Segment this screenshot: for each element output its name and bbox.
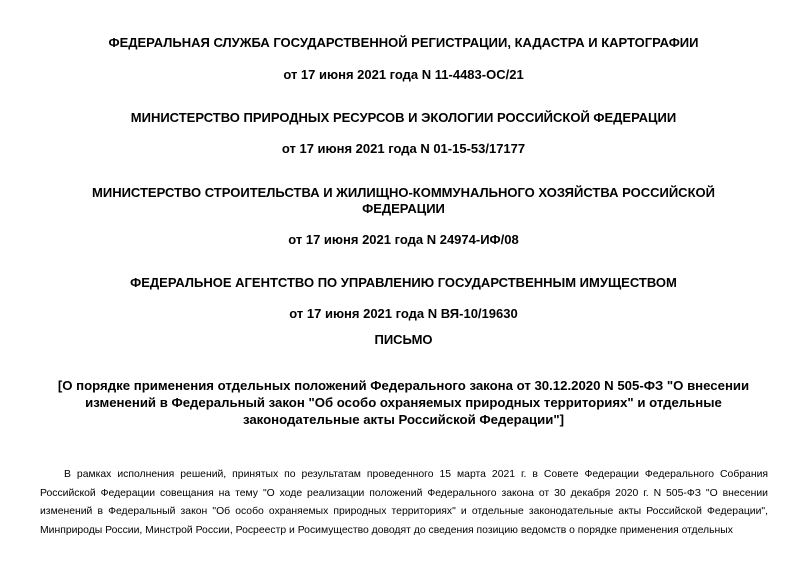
document-type: ПИСЬМО xyxy=(374,332,433,347)
body-paragraph: В рамках исполнения решений, принятых по результатам проведенного 15 марта 2021 г. в Совете Федерации Федерального Собрания Российской Федерации совещания на тему "О ходе реализации положений Федерального закона от 30 декабря 2020 г. N 505-ФЗ "О внесении изменений в Федеральный закон "Об особо охраняемых природных территориях" и отдельные законодательные акты Российской Федерации", Минприроды России, Минстрой России, Росреестр и Росимущество доводят до сведения позицию ведомств о порядке применения отдельных xyxy=(40,469,768,536)
authority-date-rosreestr: от 17 июня 2021 года N 11-4483-ОС/21 xyxy=(283,67,524,82)
authority-name-rosimushchestvo: ФЕДЕРАЛЬНОЕ АГЕНТСТВО ПО УПРАВЛЕНИЮ ГОСУДАРСТВЕННЫМ ИМУЩЕСТВОМ xyxy=(130,275,677,290)
authority-date-rosimushchestvo: от 17 июня 2021 года N ВЯ-10/19630 xyxy=(289,306,518,321)
authority-date-minstroy: от 17 июня 2021 года N 24974-ИФ/08 xyxy=(288,232,519,247)
authority-name-minprirody: МИНИСТЕРСТВО ПРИРОДНЫХ РЕСУРСОВ И ЭКОЛОГИИ РОССИЙСКОЙ ФЕДЕРАЦИИ xyxy=(130,110,677,125)
authority-name-rosreestr: ФЕДЕРАЛЬНАЯ СЛУЖБА ГОСУДАРСТВЕННОЙ РЕГИСТРАЦИИ, КАДАСТРА И КАРТОГРАФИИ xyxy=(108,35,699,50)
authority-name-minstroy: МИНИСТЕРСТВО СТРОИТЕЛЬСТВА И ЖИЛИЩНО-КОММУНАЛЬНОГО ХОЗЯЙСТВА РОССИЙСКОЙ ФЕДЕРАЦИИ xyxy=(92,185,715,216)
document-title: [О порядке применения отдельных положений Федерального закона от 30.12.2020 N 505-ФЗ "О внесении изменений в Федеральный закон "Об особо охраняемых природных территориях" и отдельные законодательные акты Российской Федерации"] xyxy=(57,378,750,427)
authority-date-minprirody: от 17 июня 2021 года N 01-15-53/17177 xyxy=(281,141,526,156)
